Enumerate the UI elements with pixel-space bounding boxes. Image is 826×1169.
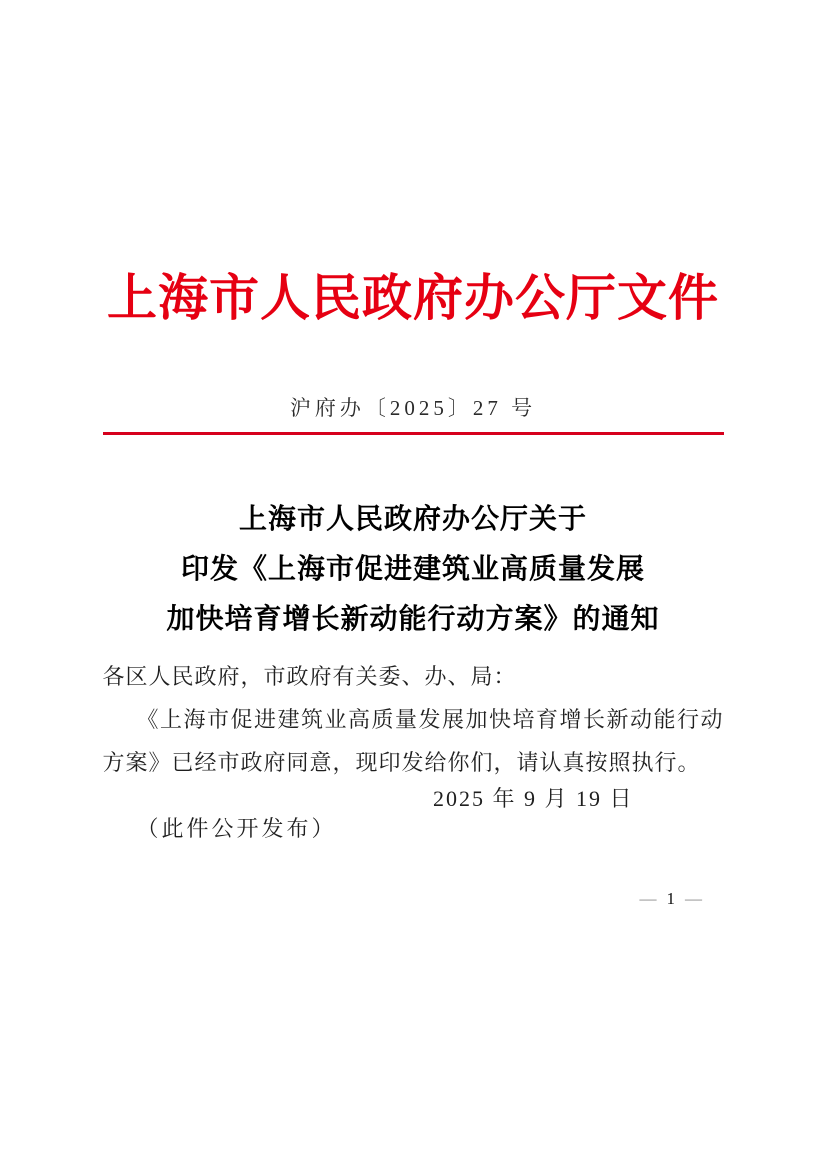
notice-title-line-2: 印发《上海市促进建筑业高质量发展 bbox=[180, 554, 645, 585]
page-number-value: 1 bbox=[666, 889, 675, 908]
body-paragraph: 《上海市促进建筑业高质量发展加快培育增长新动能行动方案》已经市政府同意，现印发给你们，请认真按照执行。 bbox=[102, 707, 724, 775]
salutation: 各区人民政府，市政府有关委、办、局： bbox=[102, 664, 517, 689]
page-number-dash-left: — bbox=[639, 889, 657, 908]
notice-title-line-3: 加快培育增长新动能行动方案》的通知 bbox=[166, 604, 660, 635]
document-number: 沪府办〔2025〕27 号 bbox=[289, 396, 537, 420]
notice-title bbox=[0, 495, 826, 645]
notice-title-line-1: 上海市人民政府办公厅关于 bbox=[238, 504, 587, 535]
public-release-note: （此件公开发布） bbox=[136, 816, 337, 841]
issue-date: 2025 年 9 月 19 日 bbox=[432, 786, 634, 811]
red-divider-line bbox=[103, 432, 724, 435]
page-number-dash-right: — bbox=[685, 889, 702, 908]
page-number bbox=[0, 889, 826, 909]
notice-body bbox=[103, 655, 724, 844]
masthead-title: 上海市人民政府办公厅文件 bbox=[107, 270, 719, 326]
